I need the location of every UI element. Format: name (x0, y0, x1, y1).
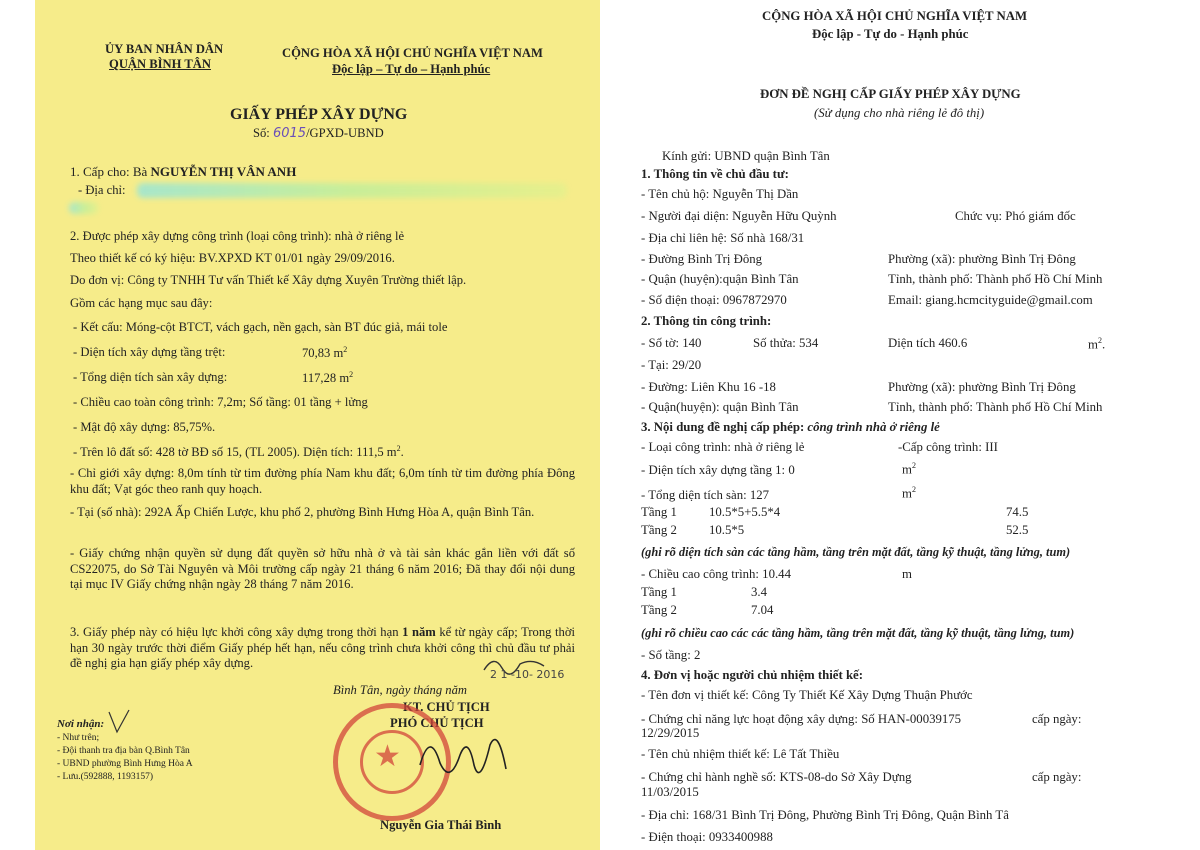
agency-line-2: QUẬN BÌNH TÂN (109, 57, 211, 71)
recipients-initial-mark (105, 706, 135, 736)
redacted-address (137, 183, 567, 198)
practice-license: - Chứng chỉ hành nghề số: KTS-08-do Sở Xây Dựng (641, 770, 912, 784)
floor-count: - Số tầng: 2 (641, 648, 701, 662)
floor-1-unit-text: m (902, 462, 912, 477)
recipient-2: - Đội thanh tra địa bàn Q.Bình Tân (57, 746, 190, 756)
section-2-line-4: Gồm các hạng mục sau đây: (70, 296, 213, 310)
section-4: 4. Đơn vị hoặc người chủ nhiệm thiết kế: (641, 668, 863, 682)
signature (410, 725, 520, 795)
permit-number-label: Số: (253, 126, 270, 140)
section-2-line-1: 2. Được phép xây dựng công trình (loại công trình): nhà ở riêng lẻ (70, 229, 405, 243)
contact-address: - Địa chỉ liên hệ: Số nhà 168/31 (641, 231, 805, 245)
signer-name: Nguyễn Gia Thái Bình (380, 818, 502, 832)
permit-title: GIẤY PHÉP XÂY DỰNG (230, 106, 408, 123)
representative: - Người đại diện: Nguyễn Hữu Quỳnh (641, 209, 837, 223)
form-subtitle: (Sử dụng cho nhà riêng lẻ đô thị) (814, 106, 985, 120)
floor-1-area: - Diện tích xây dựng tầng 1: 0 (641, 463, 795, 477)
section-2-line-3: Do đơn vị: Công ty TNHH Tư vấn Thiết kế Xây dựng Xuyên Trường thiết lập. (70, 273, 467, 287)
item-plot-text: - Trên lô đất số: 428 tờ BĐ số 15, (TL 2005). Diện tích: 111,5 m (73, 445, 397, 460)
note-1: (ghi rõ diện tích sàn các tầng hầm, tầng trên mặt đất, tầng kỹ thuật, tầng lửng, tum) (641, 545, 1071, 559)
agency-line-1: ỦY BAN NHÂN DÂN (105, 42, 224, 56)
item-height: - Chiều cao toàn công trình: 7,2m; Số tầng: 01 tầng + lửng (73, 395, 368, 409)
city-2: Tỉnh, thành phố: Thành phố Hồ Chí Minh (888, 400, 1103, 414)
license-issued-date: 11/03/2015 (641, 785, 699, 799)
design-lead: - Tên chủ nhiệm thiết kế: Lê Tất Thiều (641, 747, 840, 761)
item-area-value: 70,83 $m^2$ (302, 345, 348, 361)
recipient-1: - Như trên; (57, 733, 100, 743)
item-density: - Mật độ xây dựng: 85,75%. (73, 420, 216, 434)
license-issued-label: cấp ngày: (1032, 770, 1082, 784)
item-area-label: - Diện tích xây dựng tầng trệt: (73, 345, 226, 359)
recipients-title: Nơi nhận: (57, 718, 105, 730)
application-form-document (600, 0, 1200, 850)
official-seal: ★ (333, 703, 451, 821)
floor-height-label: Tầng 2 (641, 603, 677, 617)
section-1-prefix: 1. Cấp cho: Bà (70, 164, 151, 179)
building-permit-document (35, 0, 601, 850)
section-1: 1. Thông tin về chủ đầu tư: (641, 167, 789, 181)
section-2: 2. Thông tin công trình: (641, 314, 772, 328)
date-line: Bình Tân, ngày tháng năm (333, 683, 467, 697)
floor-area-formula: 10.5*5+5.5*4 (709, 505, 781, 519)
capability-issued-date: 12/29/2015 (641, 726, 700, 740)
republic-heading: CỘNG HÒA XÃ HỘI CHỦ NGHĨA VIỆT NAM (762, 9, 1028, 23)
section-3-duration: 1 năm (402, 625, 436, 639)
section-2-line-2: Theo thiết kế có ký hiệu: BV.XPXD KT 01/01 ngày 29/09/2016. (70, 251, 395, 265)
owner: - Tên chủ hộ: Nguyễn Thị Dần (641, 187, 799, 201)
ward-2: Phường (xã): phường Bình Trị Đông (888, 380, 1076, 394)
floor-height-label: Tầng 1 (641, 585, 677, 599)
permit-number-handwritten: 6015 (272, 126, 307, 141)
design-company: - Tên đơn vị thiết kế: Công Ty Thiết Kế Xây Dựng Thuận Phước (641, 688, 973, 702)
site-location: - Tại: 29/20 (641, 358, 702, 372)
item-boundary: - Chỉ giới xây dựng: 8,0m tính từ tim đường phía Nam khu đất; 6,0m tính từ tim đường phía Đông khu đất; Vạt góc theo ranh quy hoạch. (70, 466, 575, 496)
city: Tỉnh, thành phố: Thành phố Hồ Chí Minh (888, 272, 1103, 286)
floor-area-formula: 10.5*5 (709, 523, 745, 537)
permit-number (253, 126, 384, 141)
site-area-unit-text: m (1088, 337, 1098, 352)
item-floor-label: - Tổng diện tích sàn xây dựng: (73, 370, 228, 384)
section-3-prefix: 3. Nội dung đề nghị cấp phép: (641, 420, 808, 434)
district: - Quận (huyện):quận Bình Tân (641, 272, 799, 286)
floor-height-value: 3.4 (751, 585, 767, 599)
item-floor-value: 117,28 $m^2$ (302, 370, 354, 386)
date-handwritten: 2 1 -10- 2016 (490, 668, 565, 681)
item-structure: - Kết cấu: Móng-cột BTCT, vách gạch, nền gạch, sàn BT đúc giả, mái tole (73, 320, 448, 334)
redacted-address-tail (69, 202, 99, 214)
phone: - Số điện thoại: 0967872970 (641, 293, 787, 307)
sign-title-1: KT. CHỦ TỊCH (403, 700, 490, 714)
ward: Phường (xã): phường Bình Trị Đông (888, 252, 1076, 266)
section-3-text-2: kể từ ngày cấp; Trong thời hạn 30 ngày trước thời điểm Giấy phép hết hạn, nếu công trình chưa khởi công thì chủ đầu tư phải đề nghị gia hạn giấy phép xây dựng. (70, 625, 575, 670)
addressee: Kính gửi: UBND quận Bình Tân (662, 149, 830, 163)
site-area-unit: $m^2$. (1088, 336, 1106, 352)
construction-type: - Loại công trình: nhà ở riêng lẻ (641, 440, 805, 454)
recipient-4: - Lưu.(592888, 1193157) (57, 772, 154, 782)
section-1 (70, 164, 296, 180)
item-certificate: - Giấy chứng nhận quyền sử dụng đất quyền sở hữu nhà ở và tài sản khác gắn liền với đất số CS22075, do Sở Tài Nguyên và Môi trường cấp ngày 21 tháng 6 năm 2016; Đã thay đổi nội dung tại mục IV Giấy chứng nhận ngày 28 tháng 7 năm 2016. (70, 546, 575, 591)
total-floor-area: - Tổng diện tích sàn: 127 (641, 488, 770, 502)
motto: Độc lập – Tự do – Hạnh phúc (332, 62, 491, 76)
section-3-text-1: 3. Giấy phép này có hiệu lực khởi công xây dựng trong thời hạn (70, 625, 403, 639)
sign-title-2: PHÓ CHỦ TỊCH (390, 716, 484, 730)
sheet-number: - Số tờ: 140 (641, 336, 702, 350)
grantee-name: NGUYỄN THỊ VÂN ANH (150, 164, 297, 179)
building-height: - Chiều cao công trình: 10.44 (641, 567, 791, 581)
motto: Độc lập - Tự do - Hạnh phúc (812, 27, 969, 41)
recipient-3: - UBND phường Bình Hưng Hòa A (57, 759, 193, 769)
section-3 (641, 420, 940, 435)
capability-certificate: - Chứng chỉ năng lực hoạt động xây dựng: Số HAN-00039175 (641, 712, 962, 726)
construction-grade: -Cấp công trình: III (898, 440, 998, 454)
position: Chức vụ: Phó giám đốc (955, 209, 1076, 223)
design-company-phone: - Điện thoại: 0933400988 (641, 830, 773, 844)
street: - Đường Bình Trị Đông (641, 252, 763, 266)
floor-1-unit: $m^2$ (902, 461, 916, 477)
floor-height-value: 7.04 (751, 603, 774, 617)
note-2: (ghi rõ chiều cao các các tầng hầm, tầng trên mặt đất, tầng kỹ thuật, tầng lửng, tum) (641, 626, 1075, 640)
parcel-number: Số thửa: 534 (753, 336, 819, 350)
item-plot: - Trên lô đất số: 428 tờ BĐ số 15, (TL 2005). Diện tích: 111,5 $m^2$. (73, 444, 404, 460)
floor-area-label: Tầng 1 (641, 505, 677, 519)
form-title: ĐƠN ĐỀ NGHỊ CẤP GIẤY PHÉP XÂY DỰNG (760, 87, 1021, 101)
total-floor-area-unit: $m^2$ (902, 485, 916, 501)
republic-heading: CỘNG HÒA XÃ HỘI CHỦ NGHĨA VIỆT NAM (282, 46, 543, 60)
floor-area-value: 74.5 (1006, 505, 1029, 519)
item-area-number: 70,83 m (302, 346, 344, 361)
floor-area-label: Tầng 2 (641, 523, 677, 537)
permit-number-suffix: /GPXD-UBND (306, 126, 384, 140)
district-2: - Quận(huyện): quận Bình Tân (641, 400, 799, 414)
building-height-unit: m (902, 567, 912, 581)
item-location: - Tại (số nhà): 292A Ấp Chiến Lược, khu phố 2, phường Bình Hưng Hòa A, quận Bình Tân. (70, 505, 535, 519)
design-company-address: - Địa chỉ: 168/31 Bình Trị Đông, Phường Bình Trị Đông, Quận Bình Tâ (641, 808, 1009, 822)
total-unit-text: m (902, 486, 912, 501)
section-3-subject: công trình nhà ở riêng lẻ (807, 420, 940, 434)
road: - Đường: Liên Khu 16 -18 (641, 380, 776, 394)
item-floor-number: 117,28 m (302, 371, 350, 386)
email: Email: giang.hcmcityguide@gmail.com (888, 293, 1093, 307)
site-area: Diện tích 460.6 (888, 336, 968, 350)
capability-issued-label: cấp ngày: (1032, 712, 1082, 726)
address-label: - Địa chỉ: (78, 183, 126, 197)
floor-area-value: 52.5 (1006, 523, 1029, 537)
